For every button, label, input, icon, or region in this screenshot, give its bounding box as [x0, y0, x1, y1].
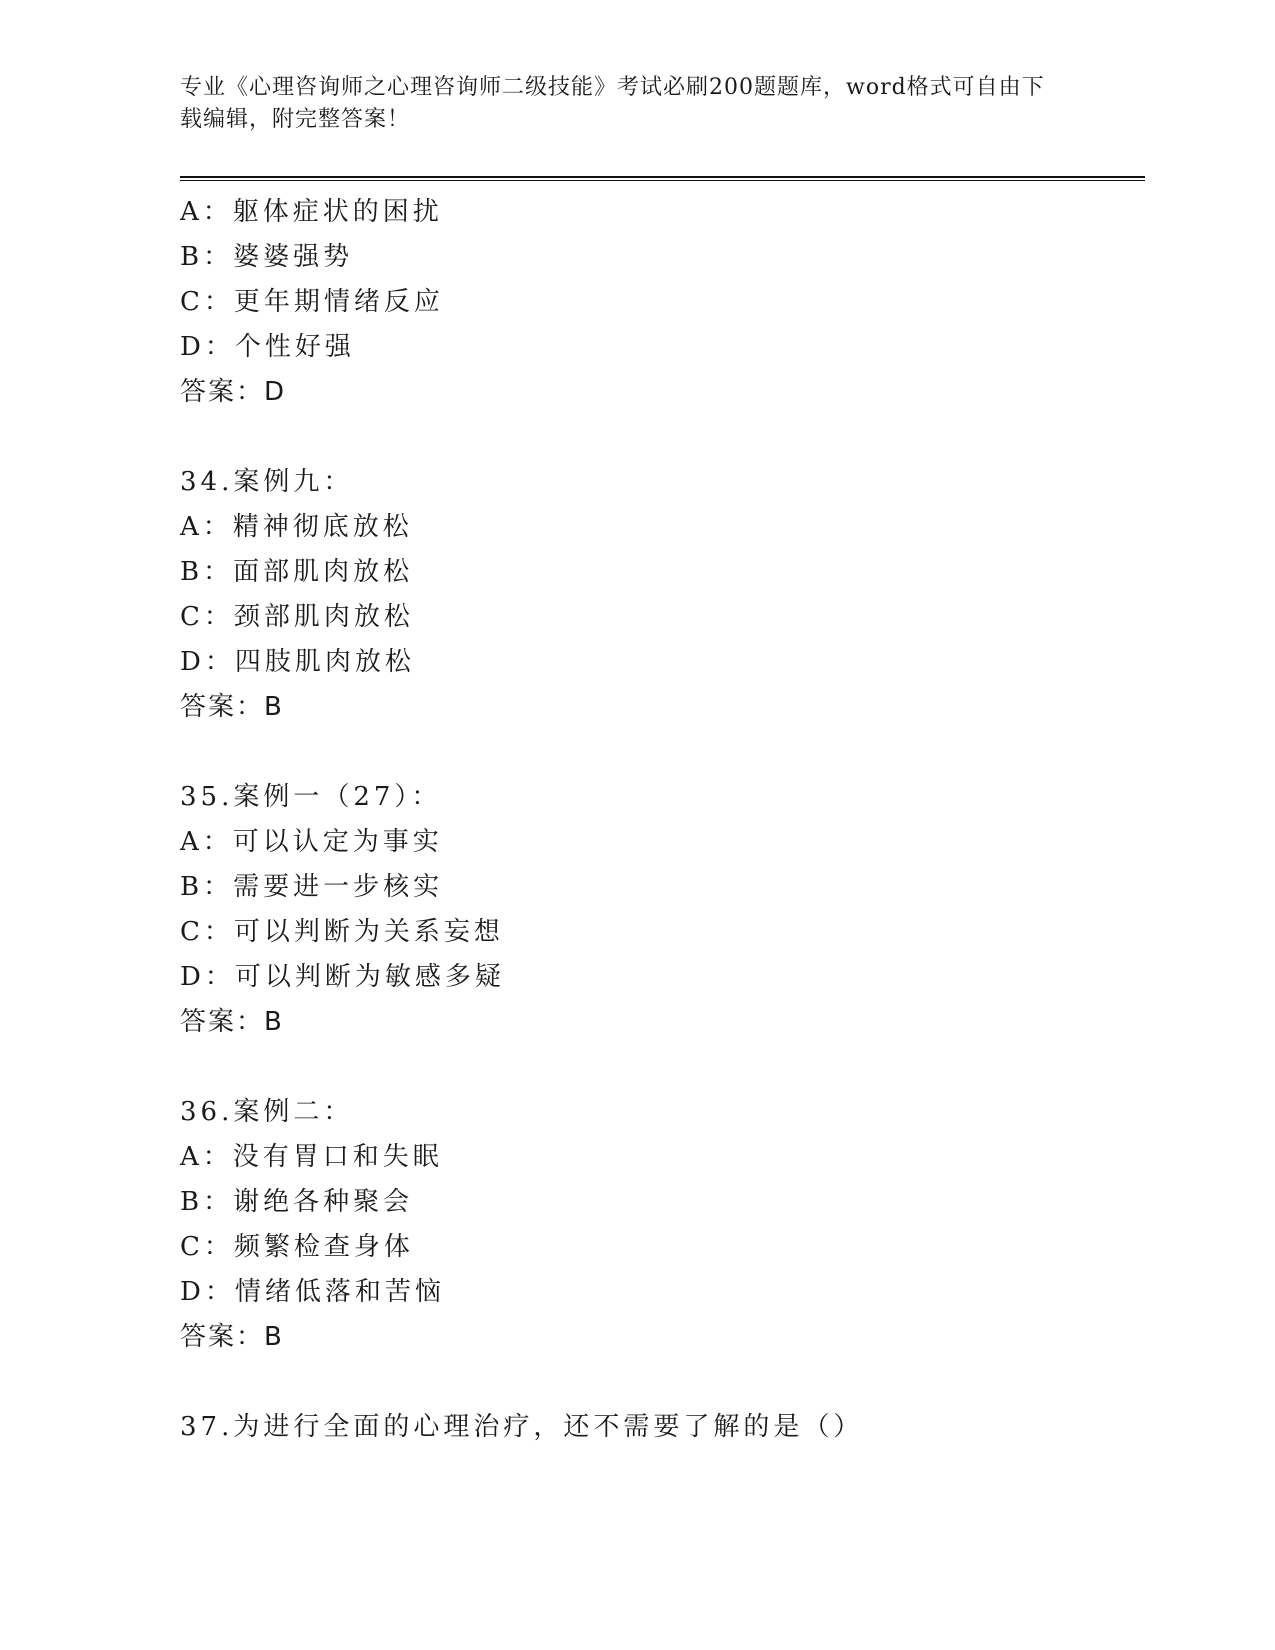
- question-title: 34.案例九：: [180, 467, 354, 497]
- option-d: D：个性好强: [180, 332, 355, 362]
- header-divider: [180, 176, 1145, 181]
- spacer: [180, 730, 1145, 775]
- question-list: [180, 190, 1145, 1450]
- question-title: 35.案例一（27）：: [180, 782, 442, 812]
- spacer: [180, 1045, 1145, 1090]
- option-b: B：谢绝各种聚会: [180, 1187, 414, 1217]
- option-a: A：可以认定为事实: [180, 827, 443, 857]
- option-d: D：可以判断为敏感多疑: [180, 962, 505, 992]
- document-header: 专业《心理咨询师之心理咨询师二级技能》考试必刷200题题库，word格式可自由下载编辑，附完整答案！: [180, 75, 1045, 132]
- question-title: 36.案例二：: [180, 1097, 354, 1127]
- question-block-prev: [180, 190, 1145, 415]
- option-b: B：面部肌肉放松: [180, 557, 414, 587]
- answer-label: 答案：D: [180, 377, 287, 407]
- answer-label: 答案：B: [180, 1007, 284, 1037]
- question-block-35: [180, 775, 1145, 1045]
- question-title: 37.为进行全面的心理治疗，还不需要了解的是（）: [180, 1412, 864, 1442]
- spacer: [180, 1360, 1145, 1405]
- option-c: C：频繁检查身体: [180, 1232, 414, 1262]
- option-a: A：躯体症状的困扰: [180, 197, 443, 227]
- answer-label: 答案：B: [180, 692, 284, 722]
- option-a: A：没有胃口和失眠: [180, 1142, 443, 1172]
- option-b: B：需要进一步核实: [180, 872, 444, 902]
- option-a: A：精神彻底放松: [180, 512, 413, 542]
- question-block-37: [180, 1405, 1145, 1450]
- spacer: [180, 415, 1145, 460]
- option-c: C：可以判断为关系妄想: [180, 917, 504, 947]
- question-block-36: [180, 1090, 1145, 1360]
- option-c: C：颈部肌肉放松: [180, 602, 414, 632]
- option-b: B：婆婆强势: [180, 242, 354, 272]
- question-block-34: [180, 460, 1145, 730]
- option-c: C：更年期情绪反应: [180, 287, 444, 317]
- option-d: D：四肢肌肉放松: [180, 647, 415, 677]
- option-d: D：情绪低落和苦恼: [180, 1277, 445, 1307]
- answer-label: 答案：B: [180, 1322, 284, 1352]
